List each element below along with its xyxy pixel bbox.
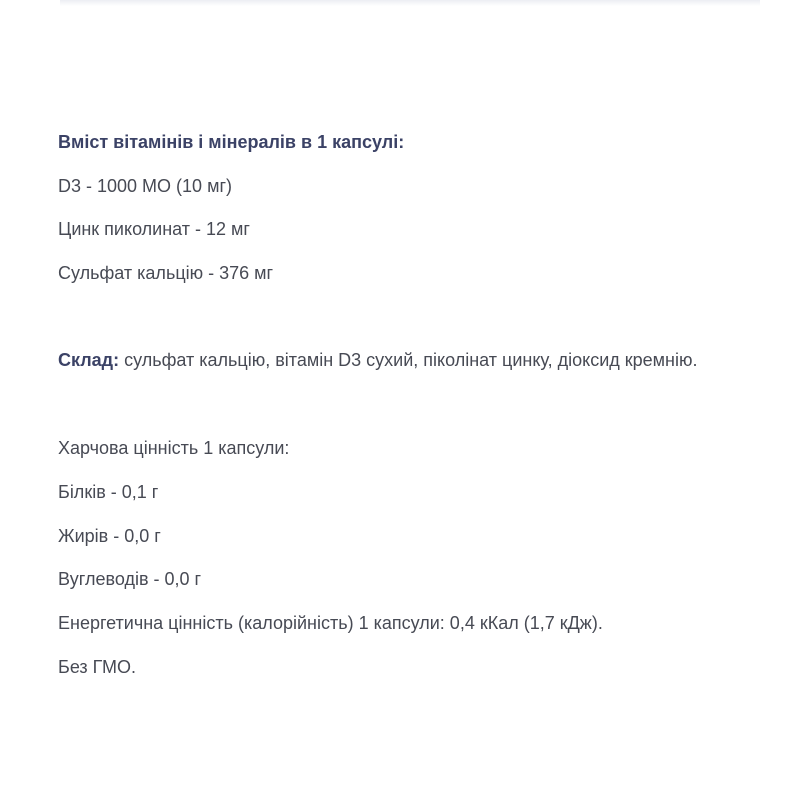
nutrition-item-carbs: Вуглеводів - 0,0 г bbox=[58, 569, 202, 589]
nutrition-heading: Харчова цінність 1 капсули: bbox=[58, 438, 290, 458]
vitamins-heading: Вміст вітамінів і мінералів в 1 капсулі: bbox=[58, 132, 405, 152]
top-divider bbox=[60, 0, 760, 6]
nutrition-item-energy: Енергетична цінність (калорійність) 1 капсули: 0,4 кКал (1,7 кДж). bbox=[58, 613, 603, 633]
composition-label: Склад: bbox=[58, 350, 120, 370]
nutrition-item-fat: Жирів - 0,0 г bbox=[58, 526, 161, 546]
gmo-note: Без ГМО. bbox=[58, 657, 137, 677]
vitamin-item-calcium: Сульфат кальцію - 376 мг bbox=[58, 263, 274, 283]
composition-paragraph bbox=[58, 349, 697, 371]
composition-text: сульфат кальцію, вітамін D3 сухий, піколінат цинку, діоксид кремнію. bbox=[119, 350, 698, 370]
vitamin-item-d3: D3 - 1000 МО (10 мг) bbox=[58, 176, 232, 196]
nutrition-item-protein: Білків - 0,1 г bbox=[58, 482, 159, 502]
vitamin-item-zinc: Цинк пиколинат - 12 мг bbox=[58, 219, 250, 239]
